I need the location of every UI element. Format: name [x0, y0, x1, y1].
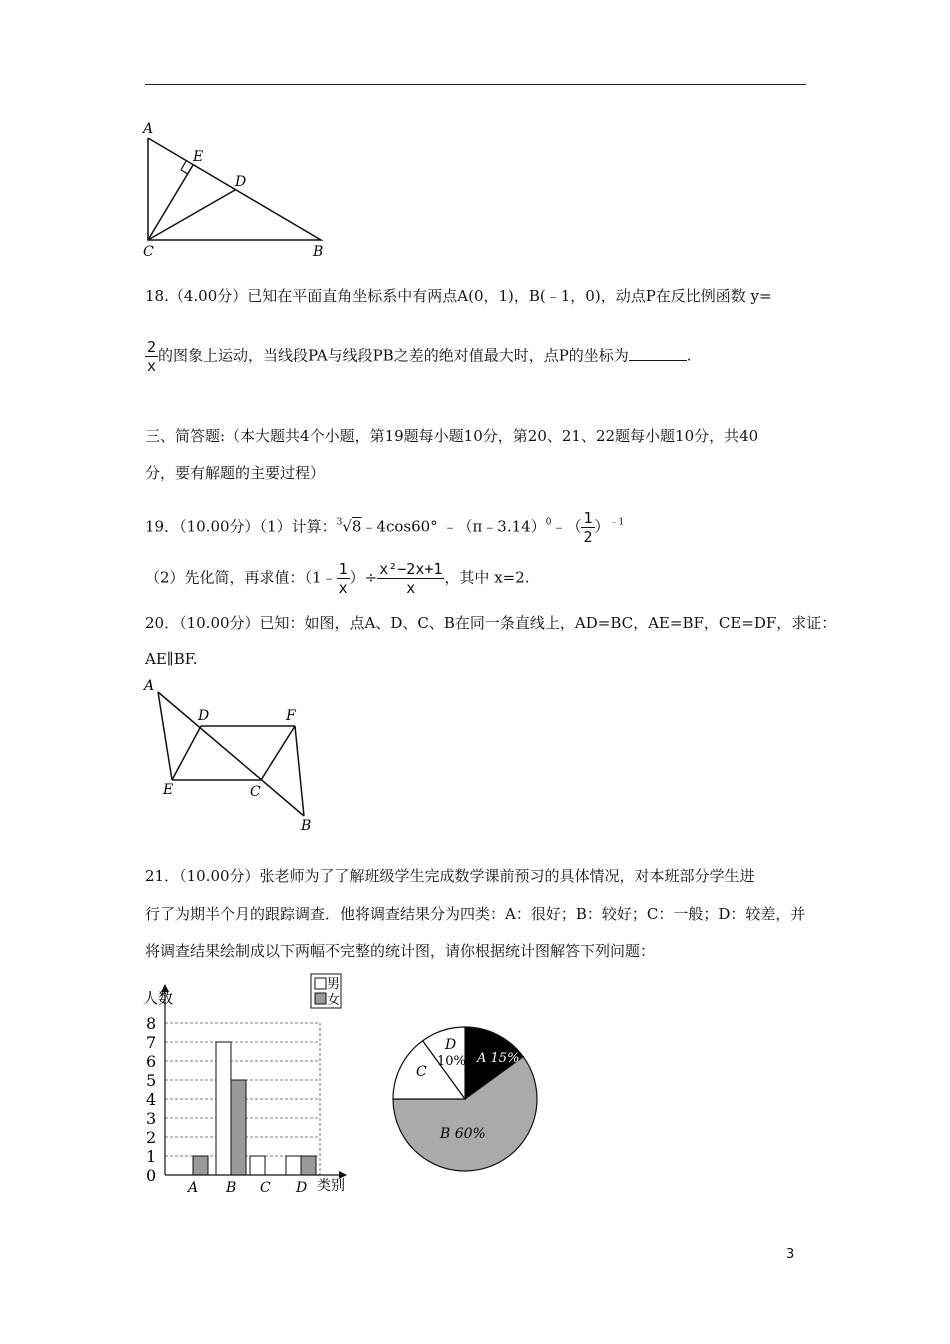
label-a: A: [143, 121, 154, 137]
segment-ed: [172, 726, 201, 780]
question-20-line-1: 20．（10.00分）已知：如图，点A、D、C、B在同一条直线上，AD=BC，AE=BF，CE=DF，求证：: [145, 614, 837, 632]
x-tick-label: B: [226, 1180, 237, 1196]
x-tick-label: D: [296, 1180, 308, 1196]
q18-text-1: 18.（4.00分）已知在平面直角坐标系中有两点A(0，1)，B(﹣1，0)，动点P在反比例函数 y=: [145, 287, 772, 305]
fraction-poly-over-x: $\frac{\text{x²−2x+1}}{x}$: [379, 560, 443, 597]
label-d: D: [235, 174, 247, 190]
bar-female-a: [193, 1156, 208, 1175]
quadrilateral-figure-20: [138, 676, 328, 836]
radical-sign: √: [342, 517, 352, 536]
question-20-line-2: AE∥BF.: [145, 650, 198, 668]
label-f: F: [286, 708, 296, 724]
label-c: C: [250, 784, 261, 800]
label-e: E: [193, 149, 204, 165]
label-b: B: [313, 244, 324, 260]
question-21-line-1: 21．（10.00分）张老师为了了解班级学生完成数学课前预习的具体情况，对本班部分学生进: [145, 867, 755, 885]
bar-male-d: [286, 1156, 301, 1175]
x-tick-label: A: [188, 1180, 199, 1196]
legend-label-female: 女: [327, 993, 341, 1008]
right-angle-mark: [181, 161, 188, 174]
question-21-line-2: 行了为期半个月的跟踪调查．他将调查结果分为四类：A：很好；B：较好；C：一般；D：较差，并: [145, 905, 806, 923]
root-index: 3: [336, 517, 343, 528]
pie-label-d: D: [445, 1037, 457, 1053]
segment-ae: [158, 692, 172, 780]
fraction-2-over-x: $\frac{2}{x}$: [147, 338, 157, 375]
line-adcb: [158, 692, 304, 816]
label-d: D: [198, 708, 210, 724]
bar-male-b: [216, 1042, 231, 1175]
pie-chart: [390, 1020, 550, 1180]
legend-label-male: 男: [327, 977, 341, 992]
legend-swatch-female: [315, 993, 326, 1004]
pie-label-c: C: [416, 1064, 427, 1080]
y-tick-label: 2: [146, 1128, 157, 1147]
exponent-neg1: ﹣1: [609, 517, 625, 528]
section-3-line-1: 三、简答题:（本大题共4个小题，第19题每小题10分，第20、21、22题每小题10分，共40: [145, 427, 759, 445]
triangle-figure-17: [135, 118, 335, 263]
y-axis-label: 人数: [143, 989, 174, 1007]
fraction-one-half: $\frac{1}{2}$: [583, 509, 593, 546]
pie-label-b: B 60%: [440, 1126, 486, 1142]
legend-swatch-male: [315, 978, 326, 989]
label-c: C: [143, 244, 154, 260]
q18-text-2: 的图象上运动，当线段PA与线段PB之差的绝对值最大时，点P的坐标为: [158, 346, 629, 365]
y-tick-label: 4: [146, 1090, 157, 1109]
x-tick-label: C: [260, 1180, 271, 1196]
header-rule: [145, 84, 806, 85]
bar-chart: [135, 970, 365, 1200]
answer-blank: [629, 346, 687, 361]
segment-fc: [261, 726, 295, 780]
question-19-part-1: 19．（10.00分）（1）计算：$^3$√8﹣4cos60° ﹣（π﹣3.14）$^0$﹣（ $\frac{1}{2}$ ）$^{﹣1}$: [145, 509, 625, 546]
bar-female-d: [301, 1156, 316, 1175]
y-tick-label: 0: [146, 1166, 157, 1185]
bar-legend: [311, 974, 341, 1008]
section-3-line-2: 分，要有解题的主要过程）: [145, 464, 326, 482]
y-tick-label: 5: [146, 1071, 157, 1090]
radicand: 8: [351, 517, 362, 536]
pie-label-d-percent: 10%: [437, 1054, 466, 1069]
segment-cd: [148, 190, 235, 240]
fraction-1-over-x: $\frac{1}{x}$: [338, 560, 348, 597]
question-19-part-2: （2）先化简，再求值：（1﹣ $\frac{1}{x}$ ）÷ $\frac{\text{x²−2x+1}}{x}$ ，其中 x=2.: [145, 560, 530, 597]
y-tick-label: 7: [146, 1033, 157, 1052]
question-18-line-1: [145, 286, 772, 306]
bar-female-b: [231, 1080, 246, 1175]
label-a: A: [144, 678, 155, 694]
label-b: B: [301, 818, 312, 834]
label-e: E: [163, 782, 174, 798]
question-18-line-2: $\frac{2}{x}$ 的图象上运动，当线段PA与线段PB之差的绝对值最大时，点P的坐标为 .: [147, 338, 692, 375]
question-21-line-3: 将调查结果绘制成以下两幅不完整的统计图，请你根据统计图解答下列问题：: [145, 942, 656, 960]
pie-label-a: A 15%: [477, 1051, 520, 1066]
pie-slices: [393, 1027, 537, 1171]
y-tick-label: 6: [146, 1052, 157, 1071]
page-number: 3: [786, 1247, 795, 1262]
x-axis-label: 类别: [317, 1178, 345, 1194]
segment-fb: [295, 726, 304, 816]
y-tick-label: 1: [146, 1147, 157, 1166]
bar-marks: [193, 1042, 316, 1175]
bar-y-ticks: [146, 1014, 156, 1185]
bar-x-ticks: [186, 1180, 307, 1196]
y-tick-label: 3: [146, 1109, 157, 1128]
y-tick-label: 8: [146, 1014, 157, 1033]
bar-male-c: [250, 1156, 265, 1175]
exponent-0: 0: [545, 517, 552, 528]
segment-ce: [148, 165, 193, 240]
